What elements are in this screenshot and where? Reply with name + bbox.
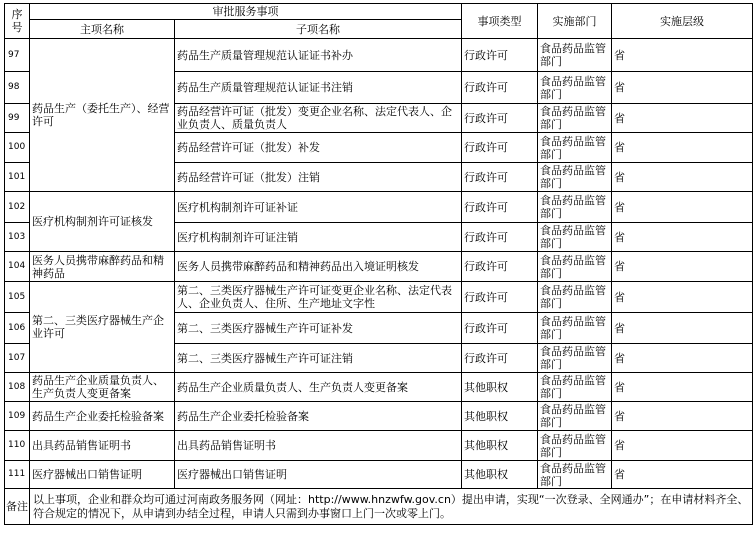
- implementation-level: 省: [612, 373, 753, 402]
- implementation-level: 省: [612, 223, 753, 252]
- note-row: [5, 489, 753, 525]
- item-type: 行政许可: [462, 72, 538, 104]
- sub-item-name: 药品生产质量管理规范认证证书注销: [175, 72, 462, 104]
- main-item-header: 主项名称: [30, 20, 175, 39]
- implementing-dept: 食品药品监管部门: [538, 163, 612, 192]
- sub-item-name: 出具药品销售证明书: [175, 431, 462, 461]
- row-number: 98: [5, 72, 30, 104]
- sub-item-name: 医疗机构制剂许可证注销: [175, 223, 462, 252]
- item-type: 其他职权: [462, 402, 538, 431]
- row-number: 106: [5, 313, 30, 344]
- main-item-name: 药品生产企业质量负责人、生产负责人变更备案: [30, 373, 175, 402]
- item-type: 行政许可: [462, 223, 538, 252]
- dept-header: 实施部门: [538, 4, 612, 39]
- implementing-dept: 食品药品监管部门: [538, 282, 612, 313]
- item-type: 行政许可: [462, 344, 538, 373]
- table-row: [5, 192, 753, 223]
- sub-item-name: 医务人员携带麻醉药品和精神药品出入境证明核发: [175, 252, 462, 282]
- implementing-dept: 食品药品监管部门: [538, 223, 612, 252]
- sub-item-name: 第二、三类医疗器械生产许可证注销: [175, 344, 462, 373]
- implementing-dept: 食品药品监管部门: [538, 313, 612, 344]
- sub-item-name: 医疗机构制剂许可证补证: [175, 192, 462, 223]
- sub-item-name: 医疗器械出口销售证明: [175, 461, 462, 489]
- implementing-dept: 食品药品监管部门: [538, 461, 612, 489]
- table-row: [5, 373, 753, 402]
- implementation-level: 省: [612, 402, 753, 431]
- implementing-dept: 食品药品监管部门: [538, 104, 612, 133]
- table-row: [5, 402, 753, 431]
- sub-item-header: 子项名称: [175, 20, 462, 39]
- table-row: [5, 282, 753, 313]
- implementation-level: 省: [612, 72, 753, 104]
- implementing-dept: 食品药品监管部门: [538, 72, 612, 104]
- implementing-dept: 食品药品监管部门: [538, 252, 612, 282]
- row-number: 102: [5, 192, 30, 223]
- table-row: [5, 461, 753, 489]
- implementation-level: 省: [612, 344, 753, 373]
- row-number: 108: [5, 373, 30, 402]
- implementation-level: 省: [612, 39, 753, 72]
- implementation-level: 省: [612, 431, 753, 461]
- row-number: 101: [5, 163, 30, 192]
- sub-item-name: 药品生产企业委托检验备案: [175, 402, 462, 431]
- row-number: 100: [5, 133, 30, 163]
- approval-items-table: [4, 3, 753, 525]
- item-type: 行政许可: [462, 252, 538, 282]
- item-type: 行政许可: [462, 192, 538, 223]
- item-type: 其他职权: [462, 373, 538, 402]
- sub-item-name: 药品经营许可证（批发）变更企业名称、法定代表人、企业负责人、质量负责人: [175, 104, 462, 133]
- row-number: 105: [5, 282, 30, 313]
- row-number: 111: [5, 461, 30, 489]
- sub-item-name: 第二、三类医疗器械生产许可证变更企业名称、法定代表人、企业负责人、住所、生产地址文字性: [175, 282, 462, 313]
- main-item-name: 医疗机构制剂许可证核发: [30, 192, 175, 252]
- sub-item-name: 药品生产企业质量负责人、生产负责人变更备案: [175, 373, 462, 402]
- implementing-dept: 食品药品监管部门: [538, 402, 612, 431]
- sub-item-name: 药品经营许可证（批发）补发: [175, 133, 462, 163]
- main-item-name: 医务人员携带麻醉药品和精神药品: [30, 252, 175, 282]
- item-type: 行政许可: [462, 313, 538, 344]
- row-number: 97: [5, 39, 30, 72]
- main-item-name: 药品生产（委托生产）、经营许可: [30, 39, 175, 192]
- row-number: 103: [5, 223, 30, 252]
- implementing-dept: 食品药品监管部门: [538, 133, 612, 163]
- item-type: 行政许可: [462, 133, 538, 163]
- item-type: 行政许可: [462, 163, 538, 192]
- table-row: [5, 431, 753, 461]
- row-number: 104: [5, 252, 30, 282]
- implementing-dept: 食品药品监管部门: [538, 39, 612, 72]
- row-number: 99: [5, 104, 30, 133]
- item-type: 其他职权: [462, 461, 538, 489]
- header-row-1: [5, 4, 753, 20]
- main-item-name: 医疗器械出口销售证明: [30, 461, 175, 489]
- implementing-dept: 食品药品监管部门: [538, 192, 612, 223]
- implementation-level: 省: [612, 252, 753, 282]
- seq-header: 序号: [5, 4, 30, 39]
- main-item-name: 出具药品销售证明书: [30, 431, 175, 461]
- row-number: 107: [5, 344, 30, 373]
- main-item-name: 第二、三类医疗器械生产企业许可: [30, 282, 175, 373]
- table-row: [5, 252, 753, 282]
- implementation-level: 省: [612, 461, 753, 489]
- note-text: 以上事项，企业和群众均可通过河南政务服务网（网址：http://www.hnzwfw.gov.cn）提出申请，实现“一次登录、全网通办”；在申请材料齐全、符合规定的情况下，从申请到办结全过程，申请人只需到办事窗口上门一次或零上门。: [30, 489, 753, 525]
- implementation-level: 省: [612, 313, 753, 344]
- main-item-name: 药品生产企业委托检验备案: [30, 402, 175, 431]
- implementation-level: 省: [612, 192, 753, 223]
- implementation-level: 省: [612, 104, 753, 133]
- implementing-dept: 食品药品监管部门: [538, 373, 612, 402]
- implementing-dept: 食品药品监管部门: [538, 344, 612, 373]
- sub-item-name: 药品经营许可证（批发）注销: [175, 163, 462, 192]
- row-number: 110: [5, 431, 30, 461]
- implementation-level: 省: [612, 133, 753, 163]
- sub-item-name: 药品生产质量管理规范认证证书补办: [175, 39, 462, 72]
- item-type: 行政许可: [462, 282, 538, 313]
- implementation-level: 省: [612, 282, 753, 313]
- group-header: 审批服务事项: [30, 4, 462, 20]
- item-type: 行政许可: [462, 39, 538, 72]
- implementing-dept: 食品药品监管部门: [538, 431, 612, 461]
- row-number: 109: [5, 402, 30, 431]
- type-header: 事项类型: [462, 4, 538, 39]
- item-type: 行政许可: [462, 104, 538, 133]
- level-header: 实施层级: [612, 4, 753, 39]
- note-label: 备注: [5, 489, 30, 525]
- item-type: 其他职权: [462, 431, 538, 461]
- table-row: [5, 39, 753, 72]
- sub-item-name: 第二、三类医疗器械生产许可证补发: [175, 313, 462, 344]
- implementation-level: 省: [612, 163, 753, 192]
